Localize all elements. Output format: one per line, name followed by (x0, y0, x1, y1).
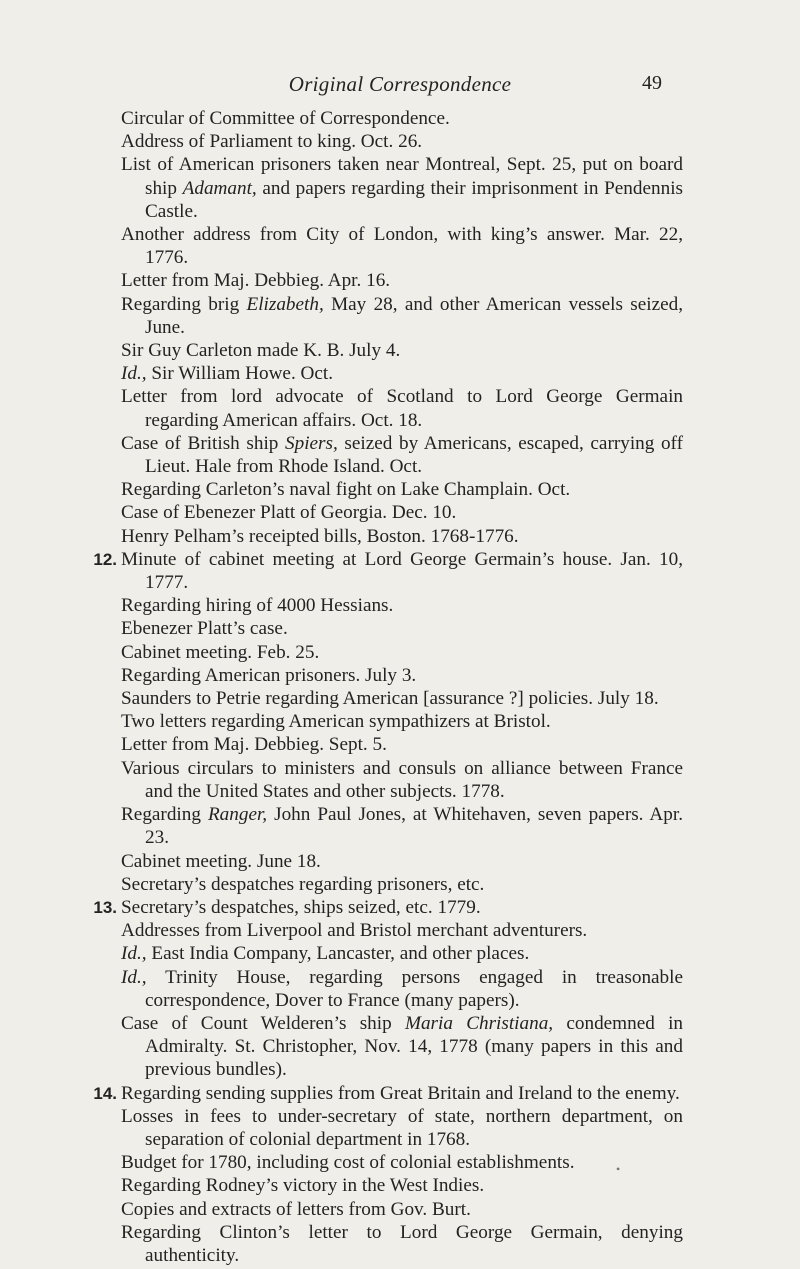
entry-text: Regarding brig (121, 293, 247, 315)
section-number: 12. (93, 549, 117, 569)
list-item (121, 362, 683, 385)
entry-text: Cabinet meeting. June 18. (121, 850, 321, 872)
entry-text: Letter from Maj. Debbieg. Sept. 5. (121, 734, 387, 756)
entry-text: and papers regarding their imprisonment in Pendennis Castle. (145, 177, 683, 222)
entry-text: Another address from City of London, with king’s answer. Mar. 22, 1776. (121, 224, 683, 269)
list-item (121, 432, 683, 478)
entry-text: Losses in fees to under-secretary of state, northern department, on separation of colonial department in 1768. (121, 1105, 683, 1150)
entry-text: Secretary’s despatches regarding prisoners, etc. (121, 873, 485, 895)
italic-text: Id., (121, 363, 147, 385)
entry-text: Budget for 1780, including cost of colonial establishments. (121, 1152, 575, 1174)
list-item (121, 153, 683, 223)
list-item (121, 1198, 683, 1221)
entry-text: East India Company, Lancaster, and other places. (146, 943, 530, 965)
italic-text: Id., (121, 943, 147, 965)
section-number: 13. (93, 897, 117, 917)
entry-text: Regarding (121, 804, 208, 826)
italic-text: Elizabeth, (246, 293, 324, 315)
list-item (121, 478, 683, 501)
entry-text: Various circulars to ministers and consuls on alliance between France and the United States and other subjects. 1778. (121, 757, 683, 802)
list-item (121, 1151, 683, 1174)
entry-text: John Paul Jones, at Whitehaven, seven papers. Apr. 23. (145, 804, 683, 849)
entry-text: Two letters regarding American sympathizers at Bristol. (121, 711, 551, 733)
printer-mark: • (616, 1162, 621, 1176)
entry-text: Minute of cabinet meeting at Lord George Germain’s house. Jan. 10, 1777. (121, 548, 683, 594)
list-item (121, 1174, 683, 1197)
list-item (121, 107, 683, 130)
list-item (121, 850, 683, 873)
list-item (121, 525, 683, 548)
list-item (93, 1082, 683, 1105)
list-item (93, 548, 683, 594)
list-item (121, 339, 683, 362)
list-item (121, 733, 683, 756)
page-number: 49 (642, 72, 662, 94)
entry-text: Regarding sending supplies from Great Britain and Ireland to the enemy. (121, 1082, 680, 1104)
list-item (121, 269, 683, 292)
entry-text: Address of Parliament to king. Oct. 26. (121, 131, 423, 153)
entry-text: condemned in Admiralty. St. Christopher, Nov. 14, 1778 (many papers in this and previous bundles). (145, 1012, 683, 1081)
list-item (121, 664, 683, 687)
list-item (121, 966, 683, 1012)
entry-text: Henry Pelham’s receipted bills, Boston. 1768-1776. (121, 525, 519, 547)
entry-text: Case of Count Welderen’s ship (121, 1012, 405, 1034)
entry-text: List of American prisoners taken near Montreal, Sept. 25, put on board ship (121, 154, 683, 199)
entry-text: Saunders to Petrie regarding American [assurance ?] policies. July 18. (121, 688, 659, 710)
list-item (121, 223, 683, 269)
italic-text: Maria Christiana, (404, 1012, 554, 1034)
correspondence-list (93, 107, 683, 1267)
page-header (0, 72, 800, 102)
list-item (121, 617, 683, 640)
entry-text: Sir Guy Carleton made K. B. July 4. (121, 340, 401, 362)
entry-text: Circular of Committee of Correspondence. (121, 108, 450, 129)
list-item (121, 942, 683, 965)
entry-text: Letter from lord advocate of Scotland to Lord George Germain regarding American affairs. Oct. 18. (121, 386, 683, 431)
italic-text: Id., (121, 966, 147, 988)
entry-text: Copies and extracts of letters from Gov. Burt. (121, 1198, 471, 1220)
entry-text: Case of British ship (121, 432, 286, 454)
entry-text: Ebenezer Platt’s case. (121, 618, 288, 640)
entry-text: May 28, and other American vessels seized, June. (145, 293, 683, 338)
list-item (121, 594, 683, 617)
entry-text: Letter from Maj. Debbieg. Apr. 16. (121, 270, 391, 292)
entry-text: Regarding Clinton’s letter to Lord George Germain, denying authenticity. (121, 1221, 683, 1266)
entry-text: Cabinet meeting. Feb. 25. (121, 641, 320, 663)
list-item (121, 919, 683, 942)
list-item (121, 687, 683, 710)
list-item (121, 757, 683, 803)
entry-text: Regarding hiring of 4000 Hessians. (121, 595, 394, 617)
entry-text: Regarding Rodney’s victory in the West Indies. (121, 1175, 485, 1197)
list-item (121, 1105, 683, 1151)
list-item (121, 710, 683, 733)
entry-text: Regarding Carleton’s naval fight on Lake Champlain. Oct. (121, 479, 571, 501)
list-item (121, 1012, 683, 1082)
running-title: Original Correspondence (288, 72, 512, 96)
list-item (121, 873, 683, 896)
entry-text: Trinity House, regarding persons engaged in treasonable correspondence, Dover to France (many papers). (145, 966, 683, 1011)
list-item (121, 641, 683, 664)
list-item (121, 1221, 683, 1267)
list-item (121, 501, 683, 524)
list-item (121, 293, 683, 339)
list-item (93, 896, 683, 919)
entry-text: Case of Ebenezer Platt of Georgia. Dec. 10. (121, 502, 457, 524)
list-item (121, 803, 683, 849)
entry-text: Regarding American prisoners. July 3. (121, 664, 417, 686)
italic-text: Spiers, (285, 432, 338, 454)
list-item (121, 130, 683, 153)
entry-text: seized by Americans, escaped, carrying off Lieut. Hale from Rhode Island. Oct. (145, 432, 683, 478)
italic-text: Adamant, (182, 177, 257, 199)
entry-text: Addresses from Liverpool and Bristol merchant adventurers. (121, 920, 588, 942)
list-item (121, 385, 683, 431)
entry-text: Secretary’s despatches, ships seized, etc. 1779. (121, 896, 481, 918)
italic-text: Ranger, (207, 804, 268, 826)
section-number: 14. (93, 1083, 117, 1103)
entry-text: Sir William Howe. Oct. (146, 363, 334, 385)
